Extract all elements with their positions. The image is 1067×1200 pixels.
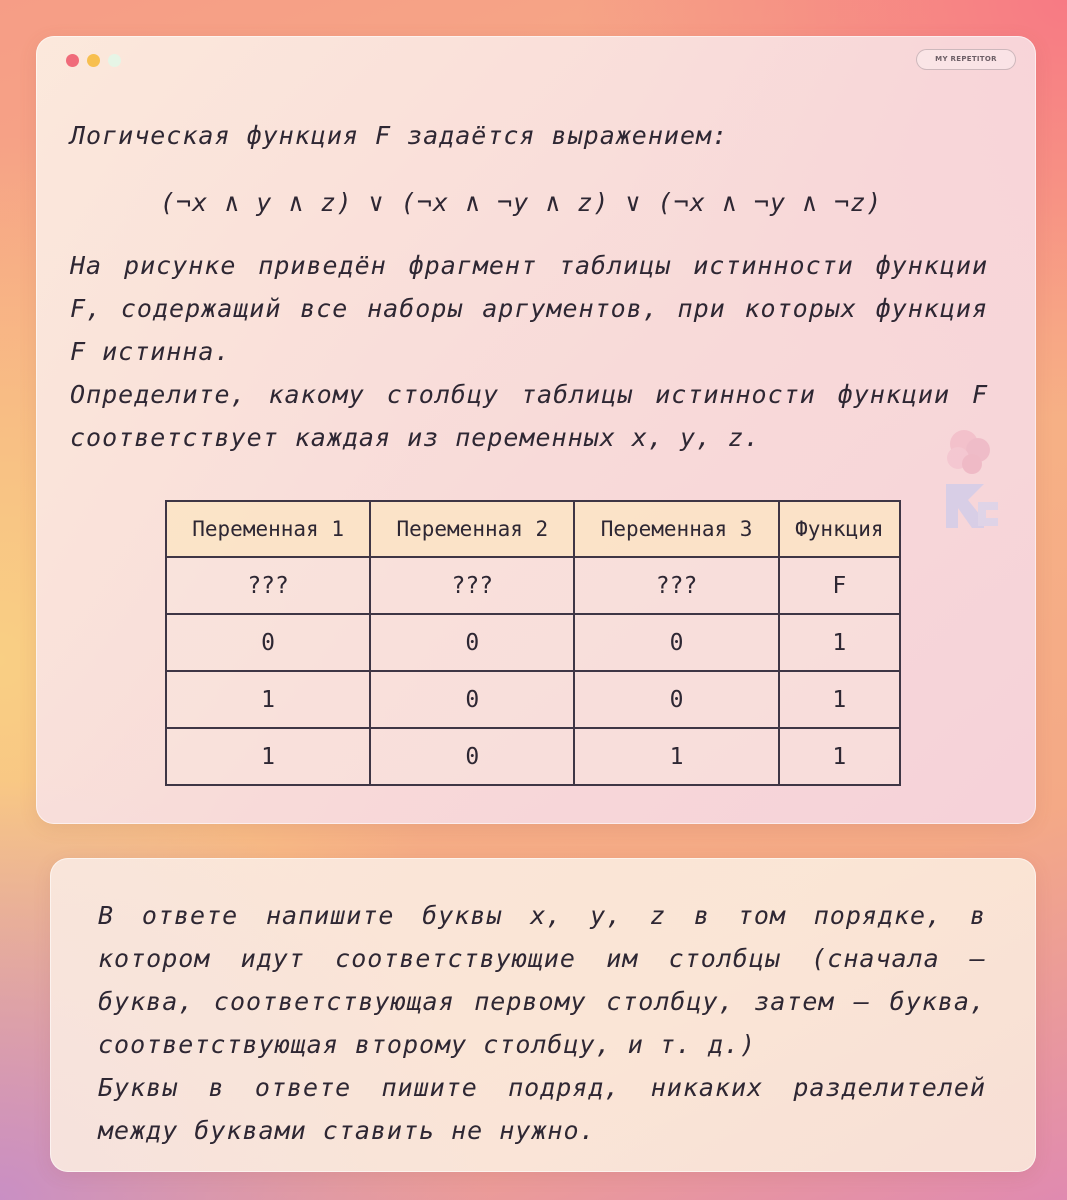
- table-cell: 1: [166, 671, 370, 728]
- table-cell: 0: [574, 614, 778, 671]
- window-dot-maximize[interactable]: [108, 54, 121, 67]
- table-cell: 0: [166, 614, 370, 671]
- table-cell: 0: [574, 671, 778, 728]
- answer-paragraph: В ответе напишите буквы x, y, z в том порядке, в котором идут соответствующие им столбцы (сначала – буква, соответствующая первому столбцу, затем – буква, соответствующая второму столбцу, и т. д.): [98, 901, 986, 1059]
- table-cell: ???: [574, 557, 778, 614]
- table-row: [166, 671, 900, 728]
- answer-instructions-card: [50, 858, 1036, 1172]
- column-header: Функция: [779, 501, 900, 557]
- window-dot-minimize[interactable]: [87, 54, 100, 67]
- description-paragraph: На рисунке приведён фрагмент таблицы истинности функции F, содержащий все наборы аргументов, при которых функция F истинна.: [70, 251, 988, 366]
- table-cell: 1: [574, 728, 778, 785]
- table-cell: 1: [779, 671, 900, 728]
- table-cell: ???: [370, 557, 574, 614]
- table-cell: 0: [370, 614, 574, 671]
- task-formula: (¬x ∧ y ∧ z) ∨ (¬x ∧ ¬y ∧ z) ∨ (¬x ∧ ¬y ∧ ¬z): [160, 188, 883, 217]
- table-row: [166, 728, 900, 785]
- table-cell: F: [779, 557, 900, 614]
- table-cell: 0: [370, 728, 574, 785]
- column-header: Переменная 3: [574, 501, 778, 557]
- task-window: [36, 36, 1036, 824]
- table-cell: 0: [370, 671, 574, 728]
- truth-table: [165, 500, 901, 786]
- answer-instructions: [98, 894, 986, 1152]
- description-paragraph: Определите, какому столбцу таблицы истинности функции F соответствует каждая из переменных x, y, z.: [70, 380, 988, 452]
- column-header: Переменная 2: [370, 501, 574, 557]
- table-cell: 1: [779, 728, 900, 785]
- answer-paragraph: Буквы в ответе пишите подряд, никаких разделителей между буквами ставить не нужно.: [98, 1073, 986, 1145]
- table-row: [166, 614, 900, 671]
- table-header-row: [166, 501, 900, 557]
- table-row: [166, 557, 900, 614]
- window-dot-close[interactable]: [66, 54, 79, 67]
- task-intro: Логическая функция F задаётся выражением:: [70, 121, 729, 150]
- table-cell: ???: [166, 557, 370, 614]
- brand-badge: MY REPETITOR: [916, 49, 1016, 70]
- column-header: Переменная 1: [166, 501, 370, 557]
- window-controls: [66, 54, 121, 67]
- task-description: [70, 244, 988, 459]
- table-cell: 1: [779, 614, 900, 671]
- table-cell: 1: [166, 728, 370, 785]
- brain-logo-icon: [938, 424, 1000, 536]
